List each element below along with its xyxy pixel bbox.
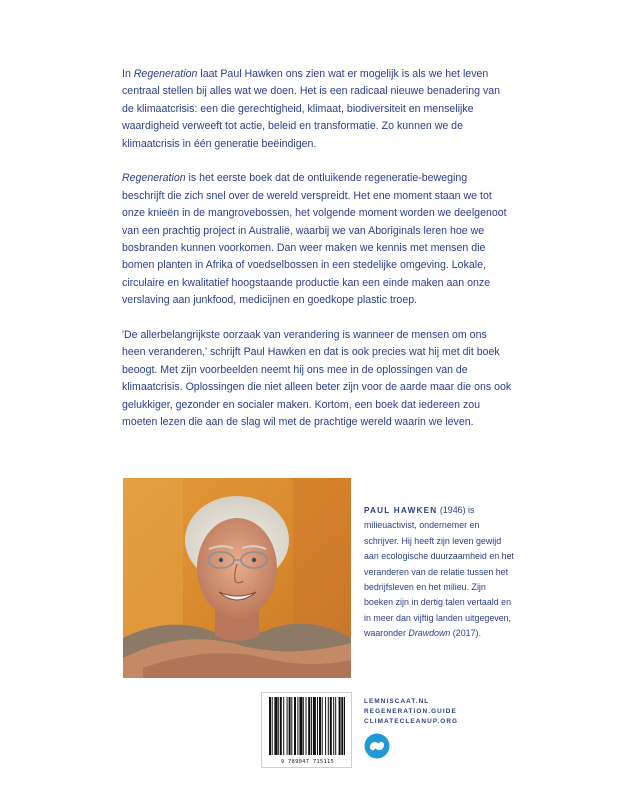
blurb-text — [122, 66, 512, 449]
barcode-bar — [283, 697, 284, 755]
barcode-bar — [311, 697, 312, 755]
barcode-bar — [303, 697, 304, 755]
barcode-bar — [272, 697, 273, 755]
paragraph-text: 'De allerbelangrijkste oorzaak van verandering is wanneer de mensen om ons heen veranderen,' schrijft Paul Hawken en dat is ook precies wat hij met dit boek beoogt. Met zijn voorbeelden neemt hij ons mee in de oplossingen van de klimaatcrisis. Oplossingen die niet alleen beter zijn voor de aarde maar die ons ook gelukkiger, gezonder en socialer maken. Kortom, een boek dat iedereen zou moeten lezen die aan de slag wil met de prachtige wereld waarin we leven. — [122, 329, 512, 429]
book-title-italic: Regeneration — [122, 172, 186, 185]
barcode-bar — [335, 697, 336, 755]
barcode-bar — [330, 697, 332, 755]
barcode-bar — [291, 697, 292, 755]
blurb-paragraph-1 — [122, 66, 512, 153]
barcode-bar — [287, 697, 288, 755]
author-bio — [364, 503, 514, 642]
barcode-bar — [289, 697, 291, 755]
link-climatecleanup[interactable]: CLIMATECLEANUP.ORG — [364, 718, 459, 725]
website-links — [364, 697, 514, 727]
blurb-paragraph-2 — [122, 170, 512, 309]
author-photo — [123, 478, 351, 678]
barcode-bar — [278, 697, 279, 755]
barcode-bar — [328, 697, 329, 755]
paragraph-text: In — [122, 68, 134, 80]
link-lemniscaat[interactable]: LEMNISCAAT.NL — [364, 698, 430, 705]
barcode-bar — [294, 697, 296, 755]
author-portrait-image — [123, 478, 351, 678]
bio-book-title: Drawdown — [408, 628, 451, 639]
barcode-bar — [269, 697, 271, 755]
publisher-logo-icon — [364, 733, 390, 759]
barcode-bars — [269, 697, 346, 755]
bio-text: (1946) is milieuactivist, ondernemer en schrijver. Hij heeft zijn leven gewijd aan ecologische duurzaamheid en het veranderen van de relatie tussen het bedrijfsleven en het milieu. Zijn boeken zijn in dertig talen vertaald en in meer dan vijftig landen uitgegeven, waaronder — [364, 505, 514, 639]
bio-text-end: (2017). — [450, 628, 481, 639]
barcode-bar — [325, 697, 326, 755]
paragraph-text: laat Paul Hawken ons zien wat er mogelijk is als we het leven centraal stellen bij alles wat we doen. Het is een radicaal nieuwe benadering van de klimaatcrisis: een die gerechtigheid, klimaat, biodiversiteit en menselijke waardigheid verweeft tot actie, beleid en transformatie. Zo kunnen we de klimaatcrisis in één generatie beëindigen. — [122, 68, 501, 150]
barcode-bar — [333, 697, 334, 755]
author-name: PAUL HAWKEN — [364, 506, 438, 515]
barcode-bar — [317, 697, 318, 755]
barcode-bar — [308, 697, 310, 755]
barcode-bar — [274, 697, 277, 755]
barcode-bar — [306, 697, 307, 755]
barcode-bar — [319, 697, 321, 755]
link-regeneration-guide[interactable]: REGENERATION.GUIDE — [364, 708, 457, 715]
book-title-italic: Regeneration — [133, 68, 198, 80]
barcode-bar — [344, 697, 345, 755]
paragraph-text: is het eerste boek dat de ontluikende regeneratie-beweging beschrijft die zich snel over de wereld verspreidt. Het ene moment staan we tot onze knieën in de mangrovebossen, het volgende moment worden we deelgenoot van een prachtig project in Australië, waarbij we van Aboriginals leren hoe we bosbranden kunnen voorkomen. Dan weer maken we kennis met mensen die bomen planten in Afrika of voedselbossen in een stedelijke omgeving. Lokale, circulaire en kwalitatief hoogstaande productie kan een einde maken aan onze verslaving aan junkfood, medicijnen en goedkope plastic troep. — [122, 172, 507, 307]
barcode-bar — [297, 697, 298, 755]
barcode-bar — [313, 697, 316, 755]
isbn-number: 9 789047 715115 — [280, 759, 335, 765]
barcode-bar — [339, 697, 341, 755]
barcode-bar — [341, 697, 343, 755]
barcode-bar — [322, 697, 323, 755]
blurb-paragraph-3 — [122, 327, 512, 431]
isbn-barcode — [261, 692, 352, 768]
barcode-bar — [280, 697, 282, 755]
barcode-bar — [299, 697, 302, 755]
